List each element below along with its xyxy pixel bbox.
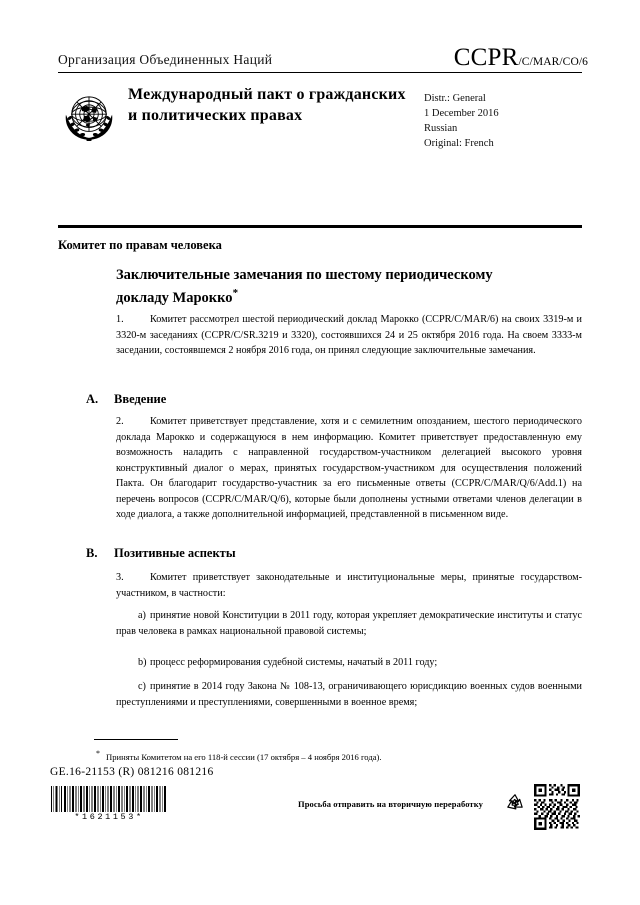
footnote [96,748,566,763]
distribution-block [424,92,499,152]
subitem-a-text: принятие новой Конституции в 2011 году, которая укрепляет демократические институты и статус прав человека в рамках национальной правовой системы; [116,610,582,637]
barcode-icon [50,786,168,812]
subitem-b [116,655,582,671]
qr-code-icon [533,783,581,831]
committee-name: Комитет по правам человека [58,238,222,252]
subitem-c-text: принятие в 2014 году Закона № 108-13, ограничивающего юрисдикцию военных судов военными преступлениями и преступлениями, совершенными в военное время; [116,681,582,708]
document-symbol [454,44,588,72]
subitem-a-marker: a) [138,610,146,621]
barcode-text: *1621153* [74,812,144,822]
distribution-date: 1 December 2016 [424,107,499,119]
recycle-notice: Просьба отправить на вторичную переработку [298,799,483,809]
original-language: Original: French [424,137,494,149]
document-symbol-sub: /C/MAR/CO/6 [518,56,588,68]
distribution-type: Distr.: General [424,93,486,104]
footnote-separator [94,739,178,740]
document-number: GE.16-21153 (R) 081216 081216 [50,766,214,778]
subitem-c-marker: c) [138,681,146,692]
section-b-letter: B. [86,546,98,560]
paragraph-1 [116,312,582,359]
document-language: Russian [424,122,458,134]
un-emblem-icon [57,86,121,150]
section-a-letter: A. [86,392,99,406]
paragraph-2-text: Комитет приветствует представление, хотя и с семилетним опозданием, шестого периодического доклада Марокко и содержащуюся в нем информацию. Комитет приветствует предоставленную ему возможность наладить с направленной государством-участником делегацией высокого уровня конструктивный диалог о мерах, принятых государством-участником для осуществления положений Пакта. Он благодарит государство-участник за его письменные ответы (CCPR/C/MAR/Q/6/Add.1) на перечень вопросов (CCPR/C/MAR/Q/6), которые были дополнены устными ответами членов делегации в ходе диалога, а также дополнительной информацией, представленной в письменном виде. [116,416,582,520]
document-symbol-main: CCPR [453,44,519,71]
covenant-title: Международный пакт о гражданских и политических правах [128,86,406,125]
paragraph-1-number: 1. [116,314,124,325]
header-thick-rule [58,225,582,228]
subitem-a [116,608,582,639]
paragraph-2-number: 2. [116,416,124,427]
organization-name: Организация Объединенных Наций [58,52,273,67]
subitem-b-marker: b) [138,657,147,668]
subitem-b-text: процесс реформирования судебной системы, начатый в 2011 году; [150,657,438,668]
section-heading-a [86,392,166,407]
footnote-text: Приняты Комитетом на его 118-й сессии (17 октября – 4 ноября 2016 года). [106,751,382,762]
title-footnote-marker: * [232,286,239,299]
paragraph-3-text: Комитет приветствует законодательные и институциональные меры, принятые государством-участником, в частности: [116,572,582,599]
recycle-icon [504,792,526,814]
page-title-text: Заключительные замечания по шестому периодическому докладу Марокко [116,267,493,306]
subitem-c [116,679,582,710]
paragraph-3-number: 3. [116,572,124,583]
section-b-label: Позитивные аспекты [114,546,236,560]
header-thin-rule [58,72,582,73]
section-heading-b [86,546,236,561]
paragraph-2 [116,414,582,523]
paragraph-1-text: Комитет рассмотрел шестой периодический доклад Марокко (CCPR/C/MAR/6) на своих 3319-м и 3320-м заседаниях (CCPR/C/SR.3219 и 3320), состоявшихся 24 и 25 октября 2016 года. На своем 3333-м заседании, состоявшемся 2 ноября 2016 года, он принял следующие заключительные замечания. [116,314,582,356]
footnote-marker: * [96,749,100,758]
section-a-label: Введение [114,392,167,406]
paragraph-3 [116,570,582,601]
page-title [116,266,516,308]
